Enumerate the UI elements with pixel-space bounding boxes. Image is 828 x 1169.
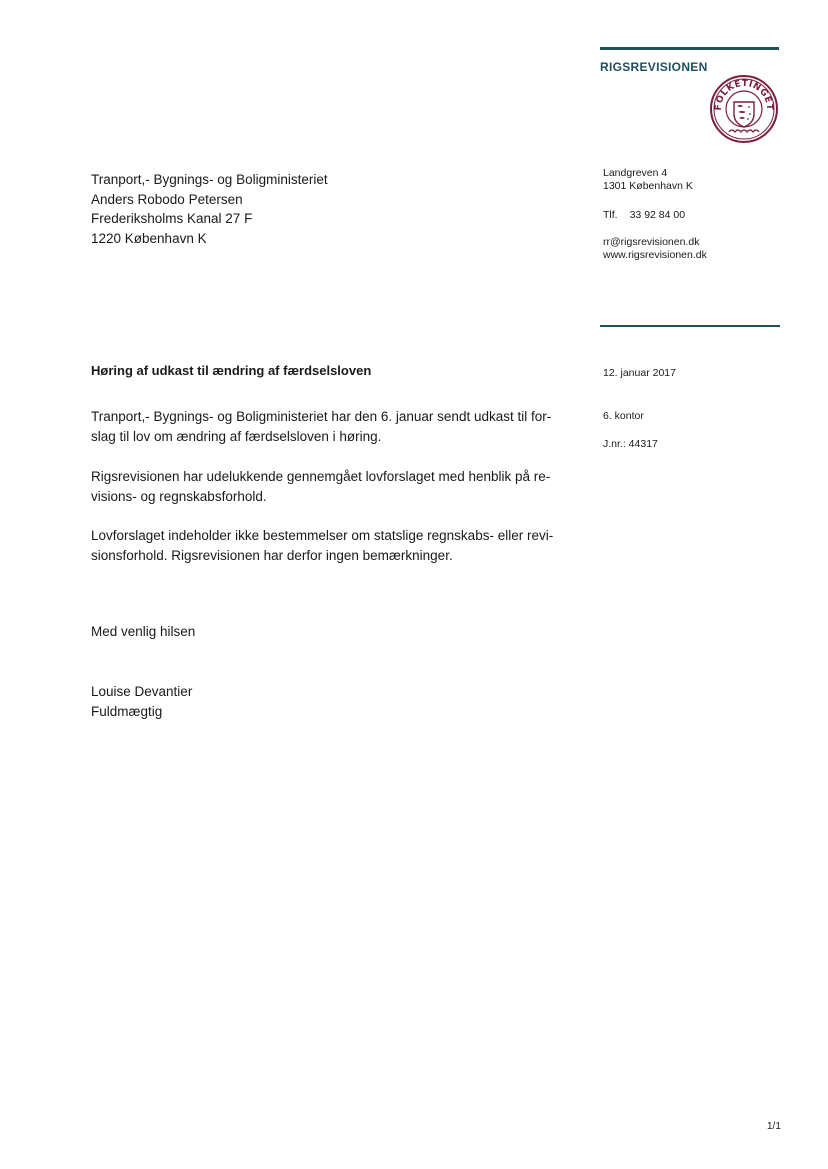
sender-email: rr@rigsrevisionen.dk bbox=[603, 236, 700, 248]
sender-street: Landgreven 4 bbox=[603, 167, 668, 179]
body-paragraph bbox=[91, 467, 571, 507]
sender-website: www.rigsrevisionen.dk bbox=[603, 249, 707, 261]
sender-address bbox=[603, 167, 693, 193]
letter-subject: Høring af udkast til ændring af færdselsloven bbox=[91, 363, 372, 378]
recipient-line: Anders Robodo Petersen bbox=[91, 191, 243, 207]
sender-online bbox=[603, 236, 707, 262]
body-paragraph bbox=[91, 407, 571, 447]
paragraph-line: Tranport,- Bygnings- og Boligministeriet har den 6. januar sendt udkast til for- bbox=[91, 409, 552, 424]
paragraph-line: visions- og regnskabsforhold. bbox=[91, 489, 267, 504]
signer-title: Fuldmægtig bbox=[91, 704, 163, 719]
recipient-line: Tranport,- Bygnings- og Boligministeriet bbox=[91, 172, 328, 187]
header-rule bbox=[600, 47, 779, 50]
paragraph-line: slag til lov om ændring af færdselsloven i høring. bbox=[91, 429, 382, 444]
body-paragraph bbox=[91, 526, 571, 566]
office-unit: 6. kontor bbox=[603, 410, 644, 422]
sender-phone bbox=[603, 209, 685, 222]
recipient-address bbox=[91, 170, 328, 248]
page-number: 1/1 bbox=[767, 1121, 781, 1132]
seal-text: FOLKETINGET bbox=[713, 78, 775, 111]
sender-city: 1301 København K bbox=[603, 180, 693, 192]
meta-rule bbox=[600, 325, 780, 327]
signature-block bbox=[91, 682, 192, 722]
recipient-line: Frederiksholms Kanal 27 F bbox=[91, 211, 253, 226]
organization-name: RIGSREVISIONEN bbox=[600, 60, 708, 74]
paragraph-line: Rigsrevisionen har udelukkende gennemgået lovforslaget med henblik på re- bbox=[91, 469, 551, 484]
phone-number: 33 92 84 00 bbox=[629, 209, 686, 221]
paragraph-line: Lovforslaget indeholder ikke bestemmelser om statslige regnskabs- eller revi- bbox=[91, 528, 554, 543]
journal-number: J.nr.: 44317 bbox=[603, 438, 658, 450]
signer-name: Louise Devantier bbox=[91, 684, 193, 699]
folketinget-seal-icon bbox=[709, 74, 779, 144]
paragraph-line: sionsforhold. Rigsrevisionen har derfor ingen bemærkninger. bbox=[91, 548, 453, 563]
letter-date: 12. januar 2017 bbox=[603, 367, 676, 379]
closing-salutation: Med venlig hilsen bbox=[91, 624, 196, 639]
phone-label: Tlf. bbox=[603, 209, 618, 221]
recipient-line: 1220 København K bbox=[91, 230, 207, 246]
